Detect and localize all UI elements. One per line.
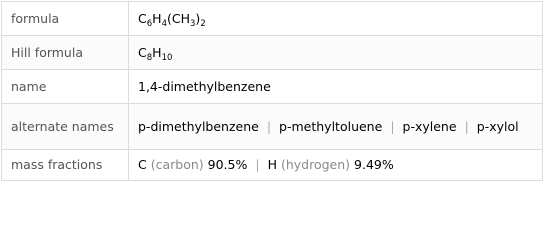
element-symbol: H (267, 157, 277, 172)
row-label: name (2, 70, 129, 104)
element-name: (carbon) (150, 157, 204, 172)
alternate-name: p-xylene (402, 118, 457, 134)
formula-subscript: 2 (200, 18, 206, 29)
separator: | (390, 118, 395, 134)
formula-subscript: 4 (161, 18, 167, 29)
properties-table (1, 1, 543, 181)
formula-subscript: 8 (146, 52, 153, 63)
mass-fractions-value (129, 150, 543, 181)
hill-formula-value (129, 36, 543, 70)
row-formula (2, 2, 543, 36)
row-alternate-names (2, 104, 543, 150)
separator: | (255, 157, 260, 172)
alternate-names-value (129, 104, 543, 150)
row-label: alternate names (2, 104, 129, 150)
row-hill-formula (2, 36, 543, 70)
row-mass-fractions (2, 150, 543, 181)
row-label: mass fractions (2, 150, 129, 181)
separator: | (464, 118, 469, 134)
mass-percent: 9.49% (354, 157, 394, 172)
element-symbol: C (138, 157, 147, 172)
formula-part: H (152, 44, 162, 60)
formula-part: ) (195, 10, 201, 26)
mass-percent: 90.5% (207, 157, 248, 172)
alternate-name: p-methyltoluene (279, 118, 383, 134)
element-name: (hydrogen) (280, 157, 351, 172)
formula-part: H (152, 10, 162, 26)
formula-part: C (138, 10, 147, 26)
name-value: 1,4-dimethylbenzene (129, 70, 543, 104)
alternate-name: p-dimethylbenzene (138, 118, 259, 134)
row-label: formula (2, 2, 129, 36)
formula-part: C (138, 44, 147, 60)
formula-subscript: 10 (161, 52, 173, 63)
formula-subscript: 6 (146, 18, 153, 29)
row-name (2, 70, 543, 104)
formula-value (129, 2, 543, 36)
formula-part: (CH (166, 10, 190, 26)
separator: | (266, 118, 272, 134)
formula-subscript: 3 (190, 18, 196, 29)
row-label: Hill formula (2, 36, 129, 70)
alternate-names-list (138, 118, 542, 136)
alternate-name: p-xylol (476, 118, 519, 134)
